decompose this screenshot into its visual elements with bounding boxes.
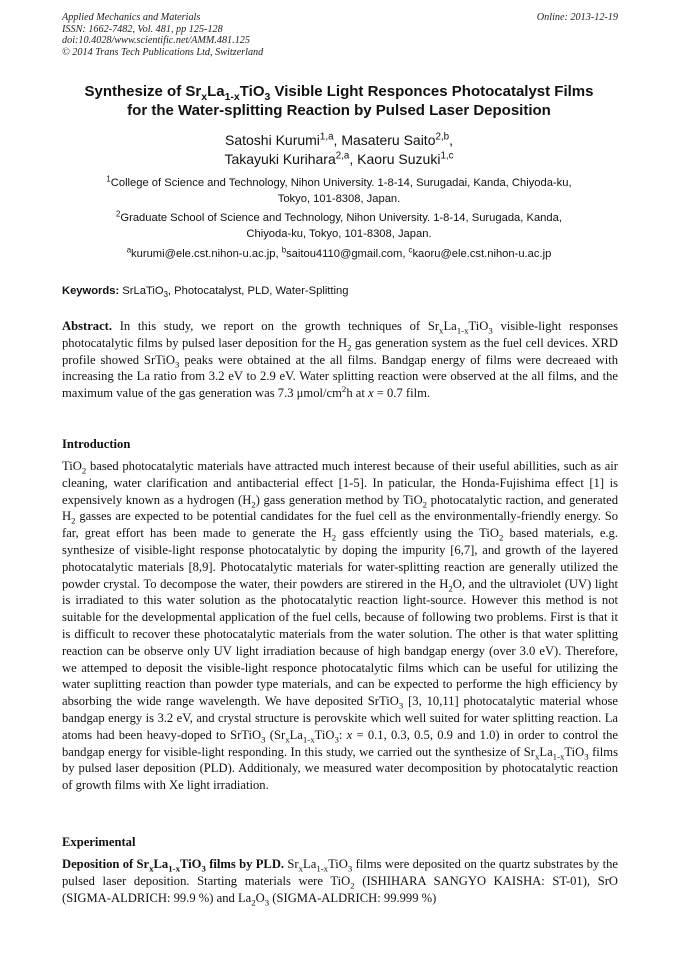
online-date: Online: 2013-12-19 xyxy=(536,12,618,23)
paper-title xyxy=(40,82,638,120)
journal-header xyxy=(62,12,618,58)
author-emails: $^a$kurumi@ele.cst.nihon-u.ac.jp, $^b$saitou4110@gmail.com, $^c$kaoru@ele.cst.nihon-u.ac.jp xyxy=(126,245,552,260)
keywords: Keywords: SrLaTiO$_3$, Photocatalyst, PLD, Water-Splitting xyxy=(62,285,349,300)
journal-name: Applied Mechanics and Materials xyxy=(62,12,201,23)
keywords-label: Keywords: xyxy=(62,285,120,297)
section-heading-introduction: Introduction xyxy=(62,437,131,451)
author-name: Satoshi Kurumi xyxy=(224,132,320,148)
title-line-2: for the Water-splitting Reaction by Pulsed Laser Deposition xyxy=(127,102,551,119)
subsection-heading: Deposition of $Sr_xLa_{1-x}TiO_3$ films by PLD. xyxy=(62,857,285,874)
author-name: Kaoru Suzuki xyxy=(357,151,441,167)
abstract: Abstract. In this study, we report on the growth techniques of $Sr_xLa_{1-x}TiO_3$ visible-light responses photocatalytic films by pulsed laser deposition for the $H_2$ gas generation system as the fuel cell devices. XRD profile showed SrTiO$_3$ peaks were obtained at the all films. Bandgap energy of films were decreaed with increasing the La ratio from 3.2 eV to 2.9 eV. Water splitting reaction were observed at the all films, and the maximum value of the gas generation was 7.3 μmol/$cm^2h$ at x = 0.7 film. xyxy=(62,319,618,401)
affiliation-2: $^2$Graduate School of Science and Technology, Nihon University. 1-8-14, Surugada, Kanda, Chiyoda-ku, Tokyo, 101-8308, Japan. xyxy=(116,209,562,240)
author-name: Masateru Saito xyxy=(341,132,436,148)
affiliation-1: $^1$College of Science and Technology, Nihon University. 1-8-14, Surugadai, Kanda, Chiyoda-ku, Tokyo, 101-8308, Japan. xyxy=(106,174,572,205)
author-name: Takayuki Kurihara xyxy=(224,151,336,167)
title-line-1: Synthesize of $Sr_xLa_{1-x}TiO_3$ Visible Light Responces Photocatalyst Films xyxy=(84,83,594,103)
author-list: Satoshi Kurumi$^{1,a}$, Masateru Saito$^{2,b}$, Takayuki Kurihara$^{2,a}$, Kaoru Suzuki$^{1,c}$ xyxy=(224,131,454,167)
experimental-text: Deposition of $Sr_xLa_{1-x}TiO_3$ films by PLD. $Sr_xLa_{1-x}TiO_3$ films were deposited on the quartz substrates by the pulsed laser deposition. Starting materials were TiO$_2$ (ISHIHARA SANGYO KAISHA: ST-01), SrO (SIGMA-ALDRICH: 99.9 %) and $La_2O_3$ (SIGMA-ALDRICH: 99.999 %) xyxy=(62,857,618,908)
email-link[interactable]: kurumi@ele.cst.nihon-u.ac.jp xyxy=(131,248,276,260)
issn-line: ISSN: 1662-7482, Vol. 481, pp 125-128 xyxy=(62,23,223,35)
doi-line[interactable]: doi:10.4028/www.scientific.net/AMM.481.125 xyxy=(62,35,250,47)
email-link[interactable]: saitou4110@gmail.com xyxy=(286,248,403,260)
section-heading-experimental: Experimental xyxy=(62,835,136,849)
copyright-line: © 2014 Trans Tech Publications Ltd, Switzerland xyxy=(62,46,264,58)
introduction-text: TiO$_2$ based photocatalytic materials have attracted much interest because of their useful abillities, such as air cleaning, water clarification and antibacterial effect [1-5]. In paticular, the Honda-Fujishima effect [1] is expensively known as a hydrogen $(H_2)$ gass generation method by TiO$_2$ photocatalytic raction, and generated $H_2$ gasses are expected to be potential candidates for the fuel cell as the environmentally-friendly energy. So far, great effort has been made to generate the $H_2$ gass effciently using the TiO$_2$ based materials, e.g. synthesize of visible-light response photocatalytic by doping the impurity [6,7], and growth of the layered photocatalytic materials [8,9]. Photocatalytic materials for water-splitting reaction are generally utilized the powder crystal. To decompose the water, their powders are stirered in the $H_2O$, and the ultraviolet (UV) light is irradiated to this water solution as the photocatalytic reaction light-source. However this method is not suitable for the developmental application of the fuel cells, because of following two problems. First is that it is difficult to recover these photocatalytic materials from the water solution. The other is that water splitting reaction can be observe only UV light irradiation because of high bandgap energy (over 3.0 eV). Therefore, we attemped to deposit the visible-light responce photocatalytic films which can be useful for utilizing the water suplitting reaction than powder type materials, and can be expected to performe the high efficiency by absorbing the wide range wavelength. We have deposited SrTiO$_3$ [3, 10,11] photocatalytic material whose bandgap energy is 3.2 eV, and crystal structure is perovskite which well suited for water splitting reaction. La atoms had been heavy-doped to SrTiO$_3$ ($Sr_xLa_{1-x}TiO_3$: x = 0.1, 0.3, 0.5, 0.9 and 1.0) in order to control the bandgap energy for visible-light responding. In this study, we carried out the synthesize of $Sr_xLa_{1-x}TiO_3$ films by pulsed laser deposition (PLD). Additionaly, we measured water decomposition by photocatalytic reaction of growth films with Xe light irradiation. xyxy=(62,459,619,793)
abstract-label: Abstract. xyxy=(62,319,113,333)
email-link[interactable]: kaoru@ele.cst.nihon-u.ac.jp xyxy=(412,248,552,260)
